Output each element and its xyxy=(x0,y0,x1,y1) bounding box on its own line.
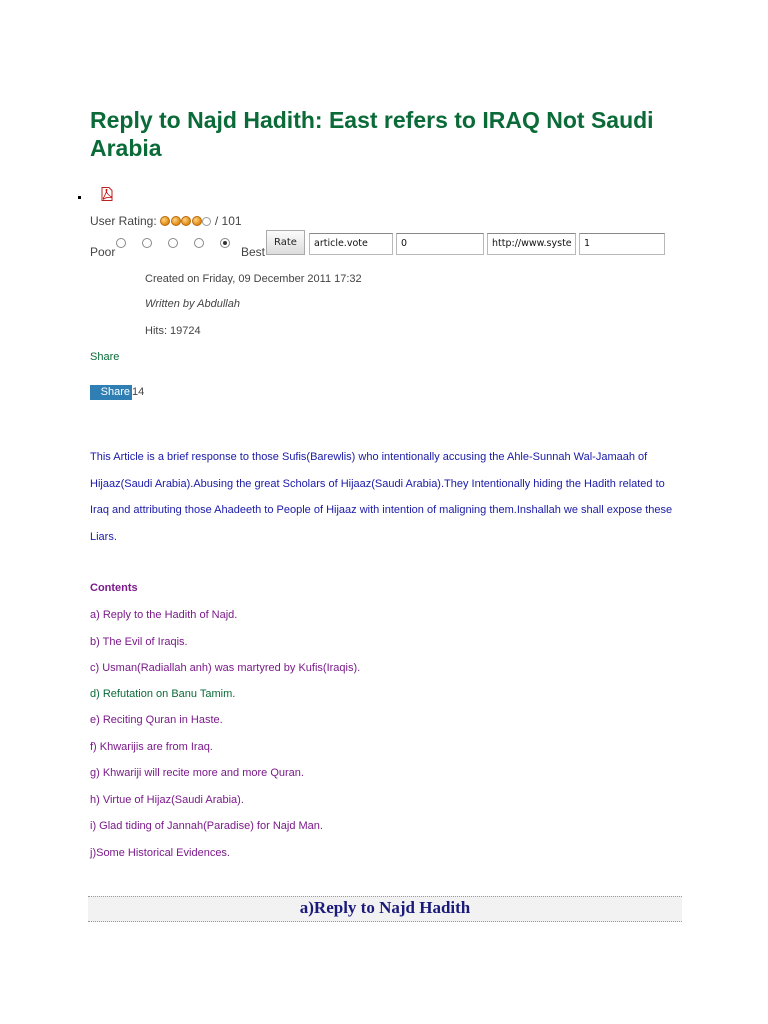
vote-id-field[interactable]: 1 xyxy=(579,233,665,255)
intro-paragraph: This Article is a brief response to those Sufis(Barewlis) who intentionally accusing the Ahle-Sunnah Wal-Jamaah of Hijaaz(Saudi Arabia).Abusing the great Scholars of Hijaaz(Saudi Arabia).They Intentionally hiding the Hadith related to Iraq and attributing those Ahadeeth to People of Hijaaz with intention of maligning them.Inshallah we shall expose these Liars. xyxy=(90,451,673,543)
rating-option-4[interactable] xyxy=(194,238,204,248)
contents-heading: Contents xyxy=(90,582,138,594)
star-filled-icon xyxy=(192,216,202,226)
vote-task-field[interactable]: article.vote xyxy=(309,233,393,255)
toc-item[interactable]: h) Virtue of Hijaz(Saudi Arabia). xyxy=(90,794,244,806)
vote-url-field[interactable]: http://www.syste xyxy=(487,233,576,255)
hits-count: Hits: 19724 xyxy=(145,325,201,337)
rating-option-5[interactable] xyxy=(220,238,230,248)
share-link[interactable]: Share xyxy=(90,351,120,363)
rating-option-3[interactable] xyxy=(168,238,178,248)
share-button[interactable]: Share xyxy=(90,385,132,400)
star-filled-icon xyxy=(171,216,181,226)
toc-item[interactable]: e) Reciting Quran in Haste. xyxy=(90,714,223,726)
created-date: Created on Friday, 09 December 2011 17:32 xyxy=(145,273,362,285)
toc-item[interactable]: g) Khwariji will recite more and more Quran. xyxy=(90,767,304,779)
user-rating xyxy=(90,214,242,229)
section-title: a)Reply to Najd Hadith xyxy=(299,898,471,917)
pdf-icon[interactable] xyxy=(101,187,113,201)
author: Written by Abdullah xyxy=(145,298,240,310)
rating-best-label: Best xyxy=(241,245,266,259)
toc-item[interactable]: a) Reply to the Hadith of Najd. xyxy=(90,609,238,621)
vote-value-field[interactable]: 0 xyxy=(396,233,484,255)
list-bullet xyxy=(78,196,81,199)
rating-poor-label: Poor xyxy=(90,245,116,259)
star-empty-icon xyxy=(202,217,211,226)
rating-label: User Rating: xyxy=(90,214,157,228)
rating-stars xyxy=(160,215,212,229)
rating-count: / 101 xyxy=(214,214,242,228)
rating-option-1[interactable] xyxy=(116,238,126,248)
share-count: 14 xyxy=(132,386,145,398)
star-filled-icon xyxy=(160,216,170,226)
toc-item[interactable]: f) Khwarijis are from Iraq. xyxy=(90,741,213,753)
toc-item[interactable]: b) The Evil of Iraqis. xyxy=(90,636,188,648)
toc-item[interactable]: j)Some Historical Evidences. xyxy=(90,847,230,859)
article-title[interactable]: Reply to Najd Hadith: East refers to IRAQ Not Saudi Arabia xyxy=(90,107,654,161)
star-filled-icon xyxy=(181,216,191,226)
rating-option-2[interactable] xyxy=(142,238,152,248)
rate-button[interactable]: Rate xyxy=(266,230,305,255)
toc-item[interactable]: d) Refutation on Banu Tamim. xyxy=(90,688,236,700)
toc-item[interactable]: i) Glad tiding of Jannah(Paradise) for Najd Man. xyxy=(90,820,323,832)
toc-item[interactable]: c) Usman(Radiallah anh) was martyred by Kufis(Iraqis). xyxy=(90,662,361,674)
